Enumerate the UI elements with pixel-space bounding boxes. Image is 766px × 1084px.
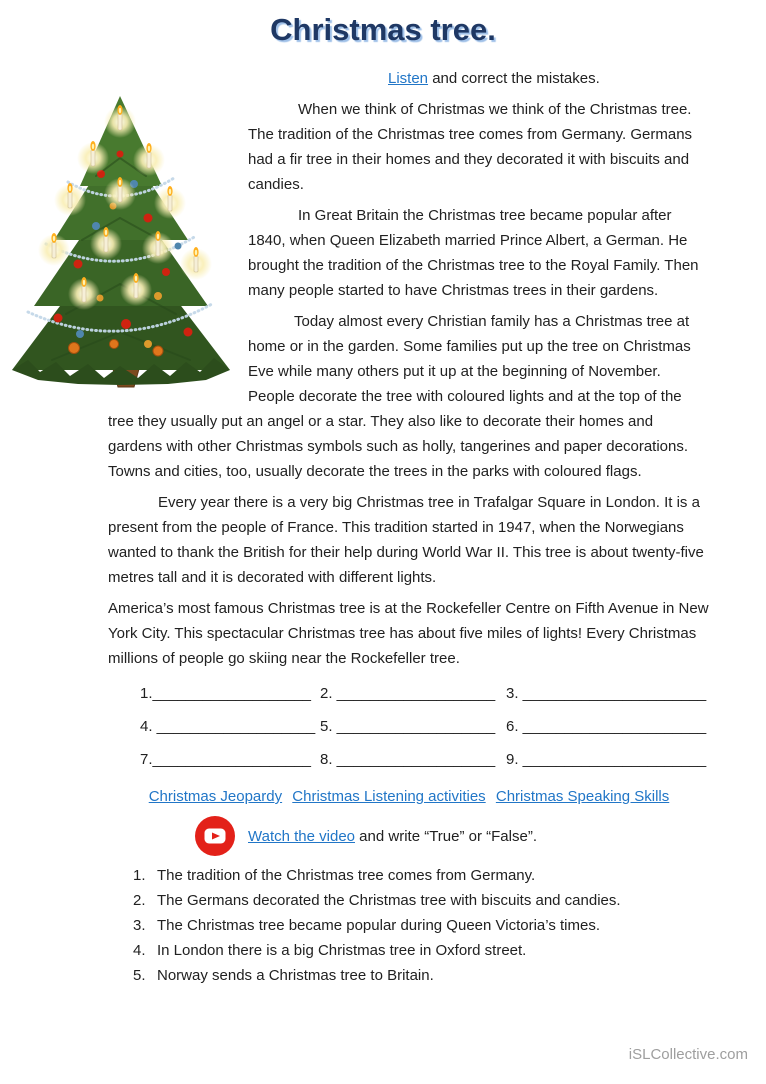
- statement-5-number: 5.: [133, 967, 146, 984]
- video-task-rest: and write “True” or “False”.: [355, 827, 537, 845]
- answer-blanks: [140, 681, 710, 772]
- watch-video-link[interactable]: Watch the video: [248, 827, 355, 845]
- blank-8: 8. ___________________: [320, 751, 496, 768]
- blanks-row-1: [140, 681, 710, 706]
- statement-1-text: The tradition of the Christmas tree comes from Germany.: [157, 867, 536, 884]
- blank-5: 5. ___________________: [320, 718, 496, 735]
- blank-3: 3. ______________________: [506, 685, 707, 702]
- blanks-row-3: [140, 747, 710, 772]
- statement-3: [133, 913, 710, 938]
- statement-3-number: 3.: [133, 917, 146, 934]
- true-false-statements: [108, 863, 710, 988]
- islcollective-watermark: iSLCollective.com: [628, 1046, 748, 1063]
- statement-2: [133, 888, 710, 913]
- video-task-row: [194, 815, 710, 857]
- link-christmas-jeopardy[interactable]: Christmas Jeopardy: [148, 788, 283, 805]
- statement-2-text: The Germans decorated the Christmas tree with biscuits and candies.: [157, 892, 621, 909]
- statement-4: [133, 938, 710, 963]
- link-christmas-speaking-skills[interactable]: Christmas Speaking Skills: [495, 788, 670, 805]
- blank-7: 7.___________________: [140, 751, 312, 768]
- paragraph-trafalgar: Every year there is a very big Christmas tree in Trafalgar Square in London. It is a present from the people of France. This tradition started in 1947, when the Norwegians wanted to thank the British for their help during World War II. This tree is about twenty-five metres tall and it is decorated with different lights.: [108, 494, 704, 586]
- resource-links: [108, 784, 710, 809]
- listen-link[interactable]: Listen: [388, 70, 429, 87]
- statement-1: [133, 863, 710, 888]
- worksheet-content: [0, 66, 766, 988]
- statement-4-text: In London there is a big Christmas tree in Oxford street.: [157, 942, 527, 959]
- blank-1: 1.___________________: [140, 685, 312, 702]
- paragraph-germany: When we think of Christmas we think of the Christmas tree. The tradition of the Christmas tree comes from Germany. Germans had a fir tree in their homes and they decorated it with biscuits and candies.: [248, 101, 693, 193]
- statement-5-text: Norway sends a Christmas tree to Britain.: [157, 967, 434, 984]
- statement-3-text: The Christmas tree became popular during Queen Victoria’s times.: [157, 917, 600, 934]
- blank-2: 2. ___________________: [320, 685, 496, 702]
- paragraph-rockefeller: America’s most famous Christmas tree is at the Rockefeller Centre on Fifth Avenue in New York City. This spectacular Christmas tree has about five miles of lights! Every Christmas millions of people go skiing near the Rockefeller tree.: [108, 600, 709, 667]
- statement-5: [133, 963, 710, 988]
- page-title: Christmas tree.: [270, 12, 496, 47]
- youtube-play-icon[interactable]: [194, 815, 236, 857]
- instruction-text: and correct the mistakes.: [428, 70, 600, 87]
- christmas-tree-illustration: [8, 88, 233, 388]
- video-task-text: [248, 824, 537, 849]
- christmas-tree-image: [8, 88, 233, 388]
- blank-9: 9. ______________________: [506, 751, 707, 768]
- statement-4-number: 4.: [133, 942, 146, 959]
- paragraph-great-britain: In Great Britain the Christmas tree became popular after 1840, when Queen Elizabeth married Prince Albert, a German. He brought the tradition of the Christmas tree to the Royal Family. Then many people started to have Christmas trees in their gardens.: [248, 207, 699, 299]
- paragraph-today: Today almost every Christian family has a Christmas tree at home or in the garden. Some families put up the tree on Christmas Eve while many others put it up at the beginning of November. People decorate the tree with coloured lights and at the top of the tree they usually put an angel or a star. They also like to decorate their homes and gardens with other Christmas symbols such as holly, tangerines and paper decorations. Towns and cities, too, usually decorate the trees in the parks with coloured flags.: [108, 313, 691, 480]
- blank-6: 6. ______________________: [506, 718, 707, 735]
- statement-2-number: 2.: [133, 892, 146, 909]
- blank-4: 4. ___________________: [140, 718, 316, 735]
- link-christmas-listening-activities[interactable]: Christmas Listening activities: [292, 788, 486, 805]
- statement-1-number: 1.: [133, 867, 146, 884]
- blanks-row-2: [140, 714, 710, 739]
